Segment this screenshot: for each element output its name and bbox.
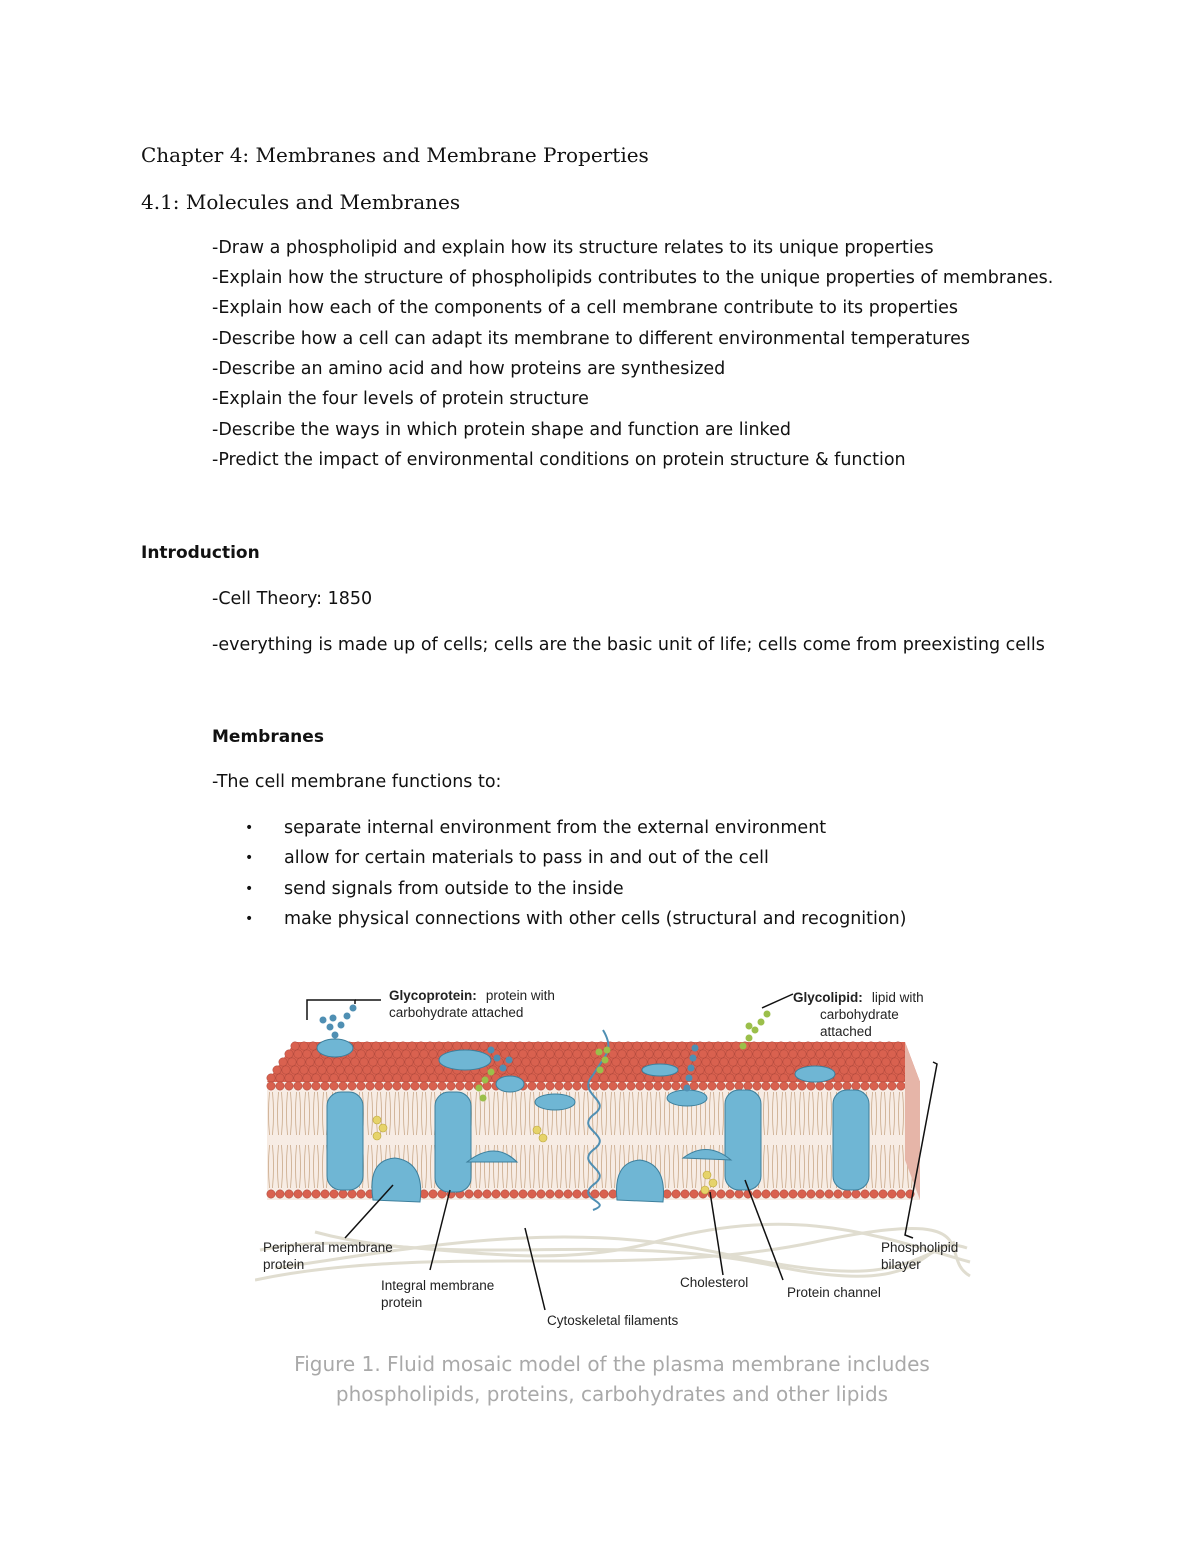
integral-protein-label: Integral membrane — [381, 1278, 495, 1293]
cytoskeletal-label: Cytoskeletal filaments — [547, 1313, 679, 1328]
glycolipid-label-line2: carbohydrate — [820, 1007, 899, 1022]
glycolipid-label: Glycolipid: lipid with — [793, 990, 924, 1005]
glycolipid-label-line3: attached — [820, 1024, 872, 1039]
objective-item: -Describe an amino acid and how proteins are synthesized — [212, 359, 726, 379]
peripheral-protein-label-line2: protein — [263, 1257, 305, 1272]
bullet-icon: • — [245, 820, 254, 836]
phospholipid-bilayer-label: Phospholipid — [881, 1240, 959, 1255]
protein-channel-label: Protein channel — [787, 1285, 881, 1300]
function-item: make physical connections with other cells (structural and recognition) — [284, 909, 907, 929]
objective-item: -Explain how each of the components of a cell membrane contribute to its properties — [212, 298, 959, 318]
integral-protein-label-line2: protein — [381, 1295, 423, 1310]
phospholipid-bilayer-label-line2: bilayer — [881, 1257, 921, 1272]
section-title: 4.1: Molecules and Membranes — [141, 190, 461, 214]
chapter-title: Chapter 4: Membranes and Membrane Properties — [141, 143, 649, 167]
function-item: send signals from outside to the inside — [284, 879, 624, 899]
objective-item: -Explain the four levels of protein structure — [212, 389, 589, 409]
bullet-icon: • — [245, 881, 254, 897]
figure-caption: Figure 1. Fluid mosaic model of the plasma membrane includes — [294, 1352, 930, 1376]
cholesterol-label: Cholesterol — [680, 1275, 749, 1290]
objective-item: -Draw a phospholipid and explain how its structure relates to its unique properties — [212, 238, 934, 258]
glycoprotein-label-line2: carbohydrate attached — [389, 1005, 524, 1020]
objective-item: -Describe how a cell can adapt its membrane to different environmental temperatures — [212, 329, 970, 349]
objective-item: -Predict the impact of environmental conditions on protein structure & function — [212, 450, 906, 470]
objective-item: -Describe the ways in which protein shape and function are linked — [212, 420, 791, 440]
cell-theory-line: -Cell Theory: 1850 — [212, 589, 373, 609]
functions-intro: -The cell membrane functions to: — [212, 772, 502, 792]
peripheral-protein-label: Peripheral membrane — [263, 1240, 393, 1255]
membranes-heading: Membranes — [212, 727, 324, 747]
function-item: separate internal environment from the external environment — [284, 818, 827, 838]
cell-theory-detail: -everything is made up of cells; cells are the basic unit of life; cells come from preexisting cells — [212, 635, 1045, 655]
bullet-icon: • — [245, 850, 254, 866]
glycoprotein-label: Glycoprotein: protein with — [389, 988, 555, 1003]
objective-item: -Explain how the structure of phospholipids contributes to the unique properties of membranes. — [212, 268, 1054, 288]
bullet-icon: • — [245, 911, 254, 927]
introduction-heading: Introduction — [141, 543, 260, 563]
figure-caption-line2: phospholipids, proteins, carbohydrates and other lipids — [335, 1382, 889, 1406]
function-item: allow for certain materials to pass in and out of the cell — [284, 848, 769, 868]
fluid-mosaic-diagram — [255, 980, 975, 1330]
